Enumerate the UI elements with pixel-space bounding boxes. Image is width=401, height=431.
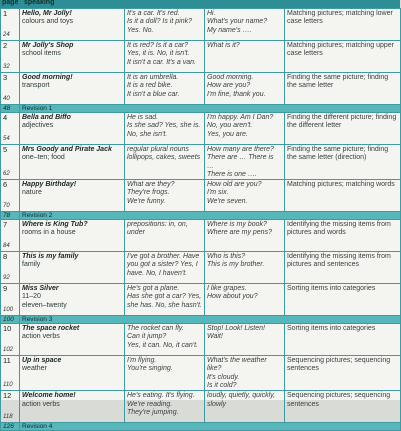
syllabus-table: [0, 8, 401, 431]
unit-number: 4: [3, 113, 8, 122]
unit-title: Good morning!: [22, 74, 73, 81]
unit-number: 12: [3, 391, 12, 401]
unit-title: Welcome home!: [22, 392, 76, 400]
unit-topic: 11–20 eleven–twenty: [22, 293, 67, 309]
unit-page: 110: [3, 382, 13, 389]
speaking-cell: I'm happy. Am I Dan? No, you aren't. Yes, you are.: [205, 113, 285, 145]
unit-title: This is my family: [22, 253, 79, 261]
unit-number: 9: [3, 284, 8, 294]
unit-title-cell: [20, 324, 125, 356]
table-row: [1, 73, 401, 105]
table-row: [1, 9, 401, 41]
table-row: [1, 324, 401, 356]
unit-cell: [1, 284, 20, 316]
unit-page: 62: [3, 170, 10, 177]
skills-cell: Sequencing pictures; sequencing sentences: [285, 356, 401, 391]
revision-page: 100: [1, 316, 20, 324]
unit-page: 118: [3, 414, 13, 421]
table-row: [1, 356, 401, 391]
unit-topic: rooms in a house: [22, 229, 76, 237]
skills-cell: Matching pictures; matching words: [285, 180, 401, 212]
table-row: [1, 41, 401, 73]
unit-page: 84: [3, 242, 10, 249]
unit-cell: [1, 113, 20, 145]
unit-number: 11: [3, 356, 11, 366]
skills-cell: Identifying the missing items from pictures and sentences: [285, 252, 401, 284]
speaking-cell: I like grapes. How about you?: [205, 284, 285, 316]
table-row: [1, 220, 401, 252]
unit-title-cell: [20, 73, 125, 105]
revision-page: 126: [1, 423, 20, 431]
unit-title: Up in space: [22, 357, 62, 365]
unit-topic: action verbs: [22, 333, 60, 341]
unit-cell: [1, 220, 20, 252]
revision-page: 48: [1, 105, 20, 113]
unit-page: 54: [3, 135, 10, 142]
unit-title: The space rocket: [22, 325, 80, 333]
unit-topic: one–ten; food: [22, 154, 65, 162]
unit-cell: [1, 41, 20, 73]
revision-row: [1, 105, 401, 113]
unit-cell: [1, 73, 20, 105]
unit-cell: [1, 356, 20, 391]
unit-title-cell: [20, 284, 125, 316]
unit-number: 2: [3, 41, 8, 50]
table-row: [1, 145, 401, 180]
unit-title-cell: [20, 220, 125, 252]
grammar-cell: prepositions: in, on, under: [125, 220, 205, 252]
speaking-cell: How old are you? I'm six. We're seven.: [205, 180, 285, 212]
unit-page: 102: [3, 346, 14, 353]
grammar-cell: It is an umbrella. It is a red bike. It isn't a blue car.: [125, 73, 205, 105]
unit-page: 24: [3, 31, 10, 38]
unit-topic: adjectives: [22, 122, 54, 130]
unit-title: Mrs Goody and Pirate Jack: [22, 146, 112, 153]
unit-topic: nature: [22, 189, 42, 197]
unit-page: 100: [3, 306, 14, 313]
unit-title-cell: [20, 356, 125, 391]
unit-page: 92: [3, 274, 10, 281]
speaking-cell: What's the weather like? It's cloudy. Is it cold?: [205, 356, 285, 391]
grammar-cell: What are they? They're frogs. We're funny.: [125, 180, 205, 212]
revision-label: Revision 3: [20, 316, 401, 324]
unit-title-cell: [20, 113, 125, 145]
table-header: [0, 0, 400, 8]
table-row: [1, 180, 401, 212]
speaking-cell: How many are there? There are … There is … There is one ….: [205, 145, 285, 180]
unit-cell: [1, 252, 20, 284]
unit-cell: [1, 391, 20, 423]
speaking-cell: Where is my book? Where are my pens?: [205, 220, 285, 252]
unit-number: 10: [3, 324, 12, 334]
unit-title-cell: [20, 391, 125, 423]
revision-label: Revision 1: [20, 105, 401, 113]
unit-cell: [1, 9, 20, 41]
skills-cell: Matching pictures; matching upper case letters: [285, 41, 401, 73]
revision-row: [1, 212, 401, 220]
unit-page: 70: [3, 202, 10, 209]
speaking-cell: Hi. What's your name? My name's ….: [205, 9, 285, 41]
unit-cell: [1, 145, 20, 180]
unit-page: 32: [3, 63, 10, 70]
unit-title-cell: [20, 9, 125, 41]
unit-topic: transport: [22, 82, 50, 90]
unit-title: Hello, Mr Jolly!: [22, 10, 72, 17]
unit-topic: family: [22, 261, 41, 269]
unit-number: 7: [3, 220, 8, 230]
skills-cell: Finding the same picture; finding the same letter (direction): [285, 145, 401, 180]
revision-row: [1, 423, 401, 431]
revision-label: Revision 2: [20, 212, 401, 220]
grammar-cell: It's a car. It's red. Is it a doll? Is it pink? Yes. No.: [125, 9, 205, 41]
unit-title-cell: [20, 41, 125, 73]
speaking-cell: Stop! Look! Listen! Wait!: [205, 324, 285, 356]
unit-title: Bella and Biffo: [22, 114, 71, 121]
grammar-cell: I'm flying. You're singing.: [125, 356, 205, 391]
skills-cell: Sorting items into categories: [285, 324, 401, 356]
speaking-cell: Who is this? This is my brother.: [205, 252, 285, 284]
unit-topic: weather: [22, 365, 47, 373]
skills-cell: Sequencing pictures; sequencing sentences: [285, 391, 401, 423]
speaking-cell: What is it?: [205, 41, 285, 73]
skills-cell: Identifying the missing items from pictures and words: [285, 220, 401, 252]
unit-title: Miss Silver: [22, 285, 59, 293]
grammar-cell: He's eating. It's flying. We're reading. They're jumping.: [125, 391, 205, 423]
unit-topic: colours and toys: [22, 18, 73, 26]
unit-topic: action verbs: [22, 400, 60, 408]
table-row: [1, 391, 401, 423]
unit-number: 1: [3, 9, 8, 18]
unit-number: 6: [3, 180, 8, 190]
unit-page: 40: [3, 95, 10, 102]
skills-cell: Finding the different picture; finding the different letter: [285, 113, 401, 145]
header-page: page: [2, 0, 19, 6]
speaking-cell: loudly, quietly, quickly, slowly: [205, 391, 285, 423]
unit-number: 5: [3, 145, 8, 154]
unit-number: 3: [3, 73, 8, 82]
table-row: [1, 113, 401, 145]
revision-page: 78: [1, 212, 20, 220]
skills-cell: Sorting items into categories: [285, 284, 401, 316]
unit-topic: school items: [22, 50, 61, 58]
grammar-cell: He is sad. Is she sad? Yes, she is. No, she isn't.: [125, 113, 205, 145]
unit-number: 8: [3, 252, 8, 262]
grammar-cell: It is red? Is it a car? Yes, it is. No, it isn't. It isn't a car. It's a van.: [125, 41, 205, 73]
unit-title: Happy Birthday!: [22, 181, 77, 189]
grammar-cell: The rocket can fly. Can it jump? Yes, it can. No, it can't.: [125, 324, 205, 356]
unit-title: Where is King Tub?: [22, 221, 88, 229]
unit-cell: [1, 324, 20, 356]
revision-row: [1, 316, 401, 324]
table-row: [1, 284, 401, 316]
grammar-cell: He's got a plane. Has she got a car? Yes, she has. No, she hasn't.: [125, 284, 205, 316]
header-speaking: speaking: [24, 0, 55, 6]
table-row: [1, 252, 401, 284]
unit-title-cell: [20, 180, 125, 212]
unit-title: Mr Jolly's Shop: [22, 42, 74, 49]
unit-cell: [1, 180, 20, 212]
skills-cell: Matching pictures; matching lower case letters: [285, 9, 401, 41]
unit-title-cell: [20, 145, 125, 180]
grammar-cell: regular plural nouns lollipops, cakes, sweets: [125, 145, 205, 180]
speaking-cell: Good morning. How are you? I'm fine, thank you.: [205, 73, 285, 105]
unit-title-cell: [20, 252, 125, 284]
revision-label: Revision 4: [20, 423, 401, 431]
skills-cell: Finding the same picture; finding the same letter: [285, 73, 401, 105]
grammar-cell: I've got a brother. Have you got a sister? Yes, I have. No, I haven't.: [125, 252, 205, 284]
